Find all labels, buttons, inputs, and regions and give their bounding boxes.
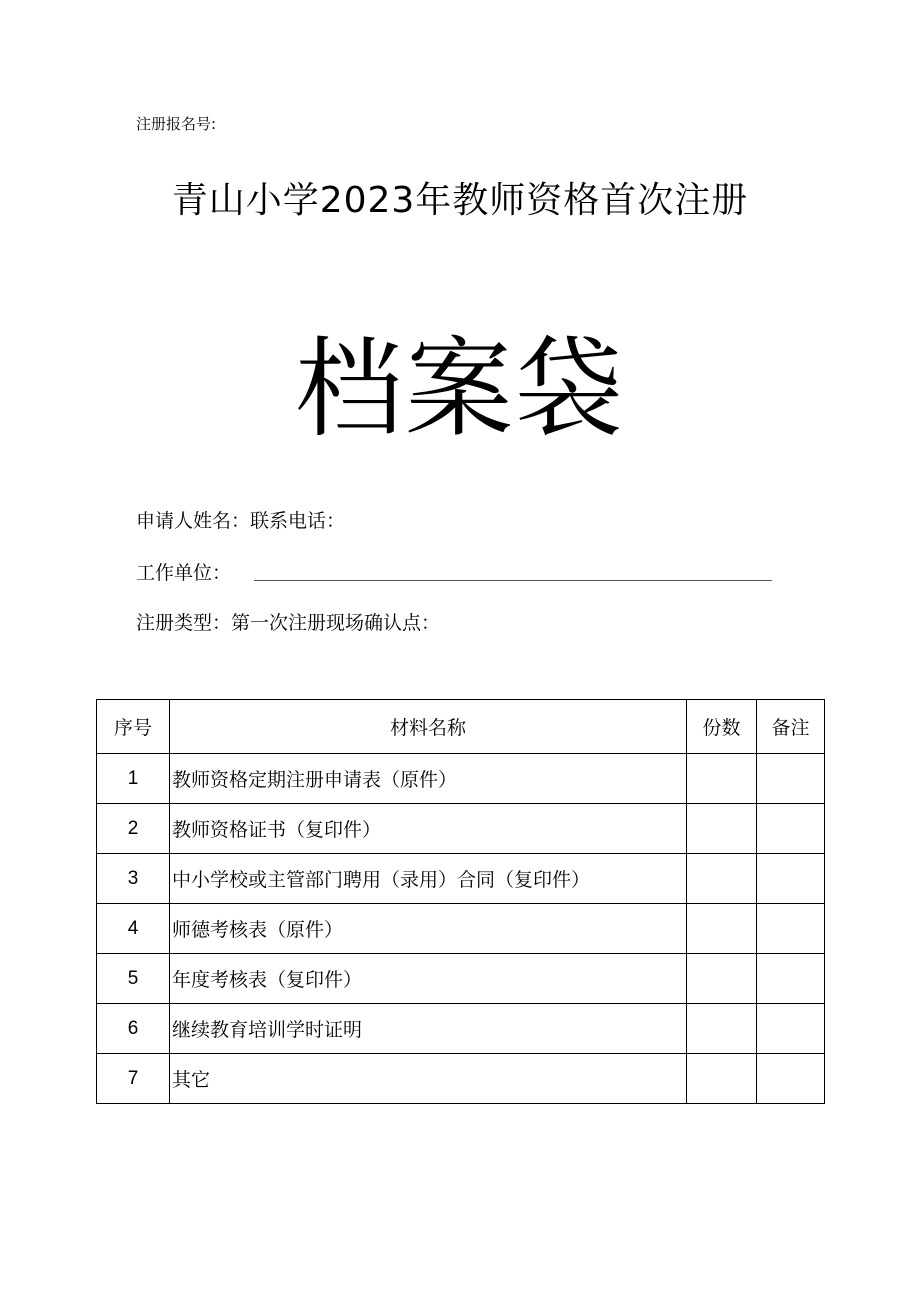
applicant-name-phone-line: 申请人姓名：联系电话： — [136, 510, 346, 532]
row-number: 1 — [97, 754, 170, 804]
registration-number-label: 注册报名号: — [136, 115, 217, 133]
copies-cell — [687, 754, 757, 804]
notes-cell — [757, 1054, 825, 1104]
row-number: 5 — [97, 954, 170, 1004]
table-header-row — [97, 700, 825, 754]
copies-cell — [687, 904, 757, 954]
work-unit-line: 工作单位： — [136, 562, 232, 584]
big-title: 档案袋 — [294, 327, 625, 452]
table-row — [97, 1054, 825, 1104]
row-number: 4 — [97, 904, 170, 954]
copies-cell — [687, 1004, 757, 1054]
notes-cell — [757, 904, 825, 954]
notes-cell — [757, 854, 825, 904]
header-seq: 序号 — [97, 700, 170, 754]
row-number: 6 — [97, 1004, 170, 1054]
work-unit-underline — [254, 580, 772, 581]
notes-cell — [757, 954, 825, 1004]
copies-cell — [687, 954, 757, 1004]
table-row — [97, 804, 825, 854]
row-number: 2 — [97, 804, 170, 854]
header-copies: 份数 — [687, 700, 757, 754]
table-row — [97, 754, 825, 804]
table-row — [97, 904, 825, 954]
materials-table — [96, 699, 825, 1104]
material-name: 年度考核表（复印件） — [170, 954, 687, 1004]
notes-cell — [757, 804, 825, 854]
notes-cell — [757, 754, 825, 804]
table-row — [97, 1004, 825, 1054]
material-name: 中小学校或主管部门聘用（录用）合同（复印件） — [170, 854, 687, 904]
notes-cell — [757, 1004, 825, 1054]
copies-cell — [687, 1054, 757, 1104]
material-name: 教师资格证书（复印件） — [170, 804, 687, 854]
table-row — [97, 954, 825, 1004]
copies-cell — [687, 854, 757, 904]
document-title: 青山小学2023年教师资格首次注册 — [171, 180, 749, 221]
row-number: 3 — [97, 854, 170, 904]
registration-type-line: 注册类型：第一次注册现场确认点： — [136, 612, 441, 634]
material-name: 师德考核表（原件） — [170, 904, 687, 954]
table-row — [97, 854, 825, 904]
header-notes: 备注 — [757, 700, 825, 754]
row-number: 7 — [97, 1054, 170, 1104]
material-name: 其它 — [170, 1054, 687, 1104]
copies-cell — [687, 804, 757, 854]
material-name: 继续教育培训学时证明 — [170, 1004, 687, 1054]
material-name: 教师资格定期注册申请表（原件） — [170, 754, 687, 804]
header-material-name: 材料名称 — [170, 700, 687, 754]
